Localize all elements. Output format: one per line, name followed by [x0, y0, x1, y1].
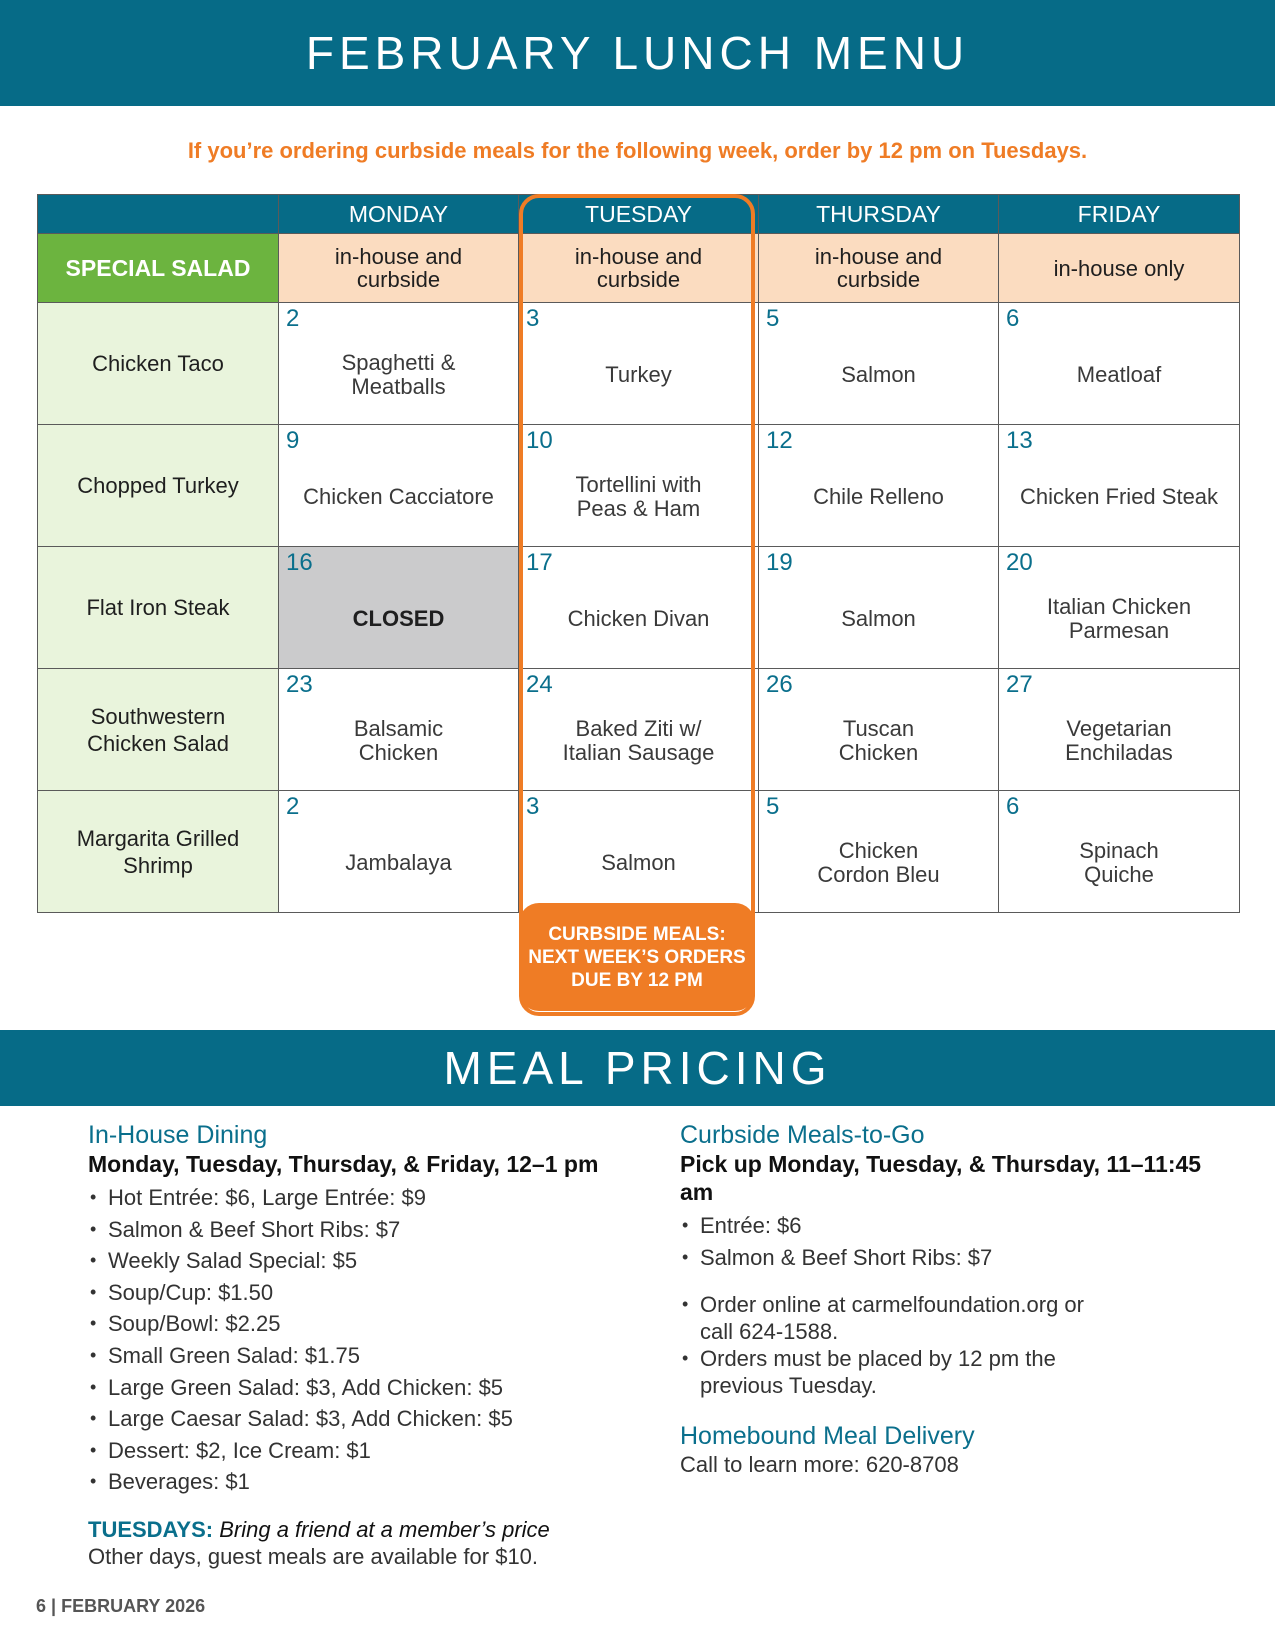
curbside-title: Curbside Meals-to-Go [680, 1121, 925, 1149]
availability-row [38, 234, 1240, 303]
menu-cell [279, 669, 519, 791]
curbside-order-info [680, 1291, 1240, 1399]
page-number: 6 [36, 1596, 47, 1616]
day-number: 9 [286, 427, 300, 454]
menu-cell [519, 303, 759, 425]
meal-name: Chicken Cordon Bleu [817, 837, 940, 887]
day-number: 24 [526, 671, 553, 698]
week-row [38, 791, 1240, 913]
day-number: 2 [286, 305, 300, 332]
menu-cell [999, 425, 1240, 547]
list-item: • Large Caesar Salad: $3, Add Chicken: $5 [88, 1403, 648, 1435]
corner-cell [38, 195, 279, 234]
menu-cell [279, 791, 519, 913]
list-item: • Beverages: $1 [88, 1466, 648, 1498]
day-number: 16 [286, 549, 313, 576]
meal-name: Turkey [605, 361, 672, 387]
issue-date: FEBRUARY 2026 [61, 1596, 206, 1616]
special-salad: Flat Iron Steak [38, 547, 279, 669]
curbside-hours: Pick up Monday, Tuesday, & Thursday, 11–11:45 am [680, 1151, 1202, 1205]
list-item: • Large Green Salad: $3, Add Chicken: $5 [88, 1372, 648, 1404]
availability-monday: in-house and curbside [279, 234, 519, 303]
day-header-friday: FRIDAY [999, 195, 1240, 234]
day-number: 3 [526, 793, 540, 820]
menu-cell [759, 425, 999, 547]
meal-name: Spinach Quiche [1079, 837, 1159, 887]
day-number: 20 [1006, 549, 1033, 576]
menu-cell [999, 791, 1240, 913]
meal-name: Salmon [841, 605, 916, 631]
day-header-thursday: THURSDAY [759, 195, 999, 234]
meal-name: Spaghetti & Meatballs [341, 349, 456, 399]
meal-name: Salmon [601, 849, 676, 875]
meal-name: Tortellini with Peas & Ham [575, 471, 702, 521]
meal-name: Italian Chicken Parmesan [1046, 593, 1192, 643]
menu-cell [999, 669, 1240, 791]
meal-name: Salmon [841, 361, 916, 387]
meal-name: Jambalaya [345, 849, 452, 875]
list-item: • Weekly Salad Special: $5 [88, 1245, 648, 1277]
meal-name: Chile Relleno [813, 483, 944, 509]
meal-pricing-title: MEAL PRICING [443, 1042, 832, 1094]
menu-cell [759, 791, 999, 913]
tuesday-guest-offer: TUESDAYS: Bring a friend at a member’s price [88, 1516, 550, 1542]
meal-name: Chicken Divan [567, 605, 710, 631]
special-salad: Southwestern Chicken Salad [38, 669, 279, 791]
in-house-dining-section [88, 1120, 648, 1570]
day-number: 2 [286, 793, 300, 820]
menu-cell [759, 547, 999, 669]
availability-friday: in-house only [999, 234, 1240, 303]
week-row [38, 425, 1240, 547]
day-header-tuesday: TUESDAY [519, 195, 759, 234]
availability-tuesday: in-house and curbside [519, 234, 759, 303]
list-item: • Soup/Cup: $1.50 [88, 1277, 648, 1309]
week-row [38, 547, 1240, 669]
meal-name: Chicken Fried Steak [1019, 483, 1219, 509]
lunch-menu-table [37, 194, 1240, 913]
menu-cell [759, 669, 999, 791]
footer-separator: | [51, 1596, 57, 1616]
page-footer [36, 1596, 205, 1617]
meal-name: Balsamic Chicken [353, 715, 444, 765]
day-number: 5 [766, 793, 780, 820]
guest-meal-note: Other days, guest meals are available for $10. [88, 1543, 539, 1569]
in-house-title: In-House Dining [88, 1121, 268, 1149]
day-number: 13 [1006, 427, 1033, 454]
list-item: • Soup/Bowl: $2.25 [88, 1308, 648, 1340]
in-house-hours: Monday, Tuesday, Thursday, & Friday, 12–1 pm [88, 1151, 599, 1177]
list-item: • Orders must be placed by 12 pm the previous Tuesday. [680, 1345, 1240, 1399]
list-item: • Small Green Salad: $1.75 [88, 1340, 648, 1372]
day-number: 3 [526, 305, 540, 332]
curbside-price-list [680, 1210, 1240, 1273]
day-number: 5 [766, 305, 780, 332]
menu-cell [519, 669, 759, 791]
day-header-monday: MONDAY [279, 195, 519, 234]
meal-name: Chicken Cacciatore [303, 483, 494, 509]
meal-name: Baked Ziti w/ Italian Sausage [562, 715, 715, 765]
menu-cell [519, 791, 759, 913]
day-number: 27 [1006, 671, 1033, 698]
curbside-notice: If you’re ordering curbside meals for the following week, order by 12 pm on Tuesdays. [187, 138, 1088, 163]
day-number: 26 [766, 671, 793, 698]
list-item: • Order online at carmelfoundation.org or call 624-1588. [680, 1291, 1240, 1345]
menu-cell [279, 425, 519, 547]
closed-label: CLOSED [352, 605, 445, 631]
list-item: • Salmon & Beef Short Ribs: $7 [680, 1242, 1240, 1274]
day-number: 10 [526, 427, 553, 454]
day-number: 23 [286, 671, 313, 698]
menu-cell [519, 425, 759, 547]
day-header-row [38, 195, 1240, 234]
list-item: • Dessert: $2, Ice Cream: $1 [88, 1435, 648, 1467]
day-number: 12 [766, 427, 793, 454]
list-item: • Hot Entrée: $6, Large Entrée: $9 [88, 1182, 648, 1214]
curbside-deadline-badge: CURBSIDE MEALS: NEXT WEEK’S ORDERS DUE BY 12 PM [519, 903, 755, 1011]
list-item: • Salmon & Beef Short Ribs: $7 [88, 1214, 648, 1246]
day-number: 19 [766, 549, 793, 576]
menu-cell [519, 547, 759, 669]
meal-name: Tuscan Chicken [838, 715, 919, 765]
meal-name: Meatloaf [1076, 361, 1162, 387]
homebound-title: Homebound Meal Delivery [680, 1422, 975, 1451]
page-title: FEBRUARY LUNCH MENU [305, 27, 970, 79]
curbside-section [680, 1120, 1240, 1478]
special-salad-header: SPECIAL SALAD [38, 234, 279, 303]
week-row [38, 303, 1240, 425]
list-item: • Entrée: $6 [680, 1210, 1240, 1242]
day-number: 6 [1006, 793, 1020, 820]
menu-cell [999, 547, 1240, 669]
in-house-price-list [88, 1182, 648, 1498]
meal-pricing-banner [0, 1030, 1275, 1106]
menu-cell [279, 303, 519, 425]
day-number: 6 [1006, 305, 1020, 332]
page-title-banner [0, 0, 1275, 106]
menu-cell-closed [279, 547, 519, 669]
menu-cell [999, 303, 1240, 425]
special-salad: Chicken Taco [38, 303, 279, 425]
availability-thursday: in-house and curbside [759, 234, 999, 303]
menu-cell [759, 303, 999, 425]
week-row [38, 669, 1240, 791]
special-salad: Chopped Turkey [38, 425, 279, 547]
homebound-text: Call to learn more: 620-8708 [680, 1452, 959, 1478]
meal-name: Vegetarian Enchiladas [1065, 715, 1173, 765]
day-number: 17 [526, 549, 553, 576]
special-salad: Margarita Grilled Shrimp [38, 791, 279, 913]
